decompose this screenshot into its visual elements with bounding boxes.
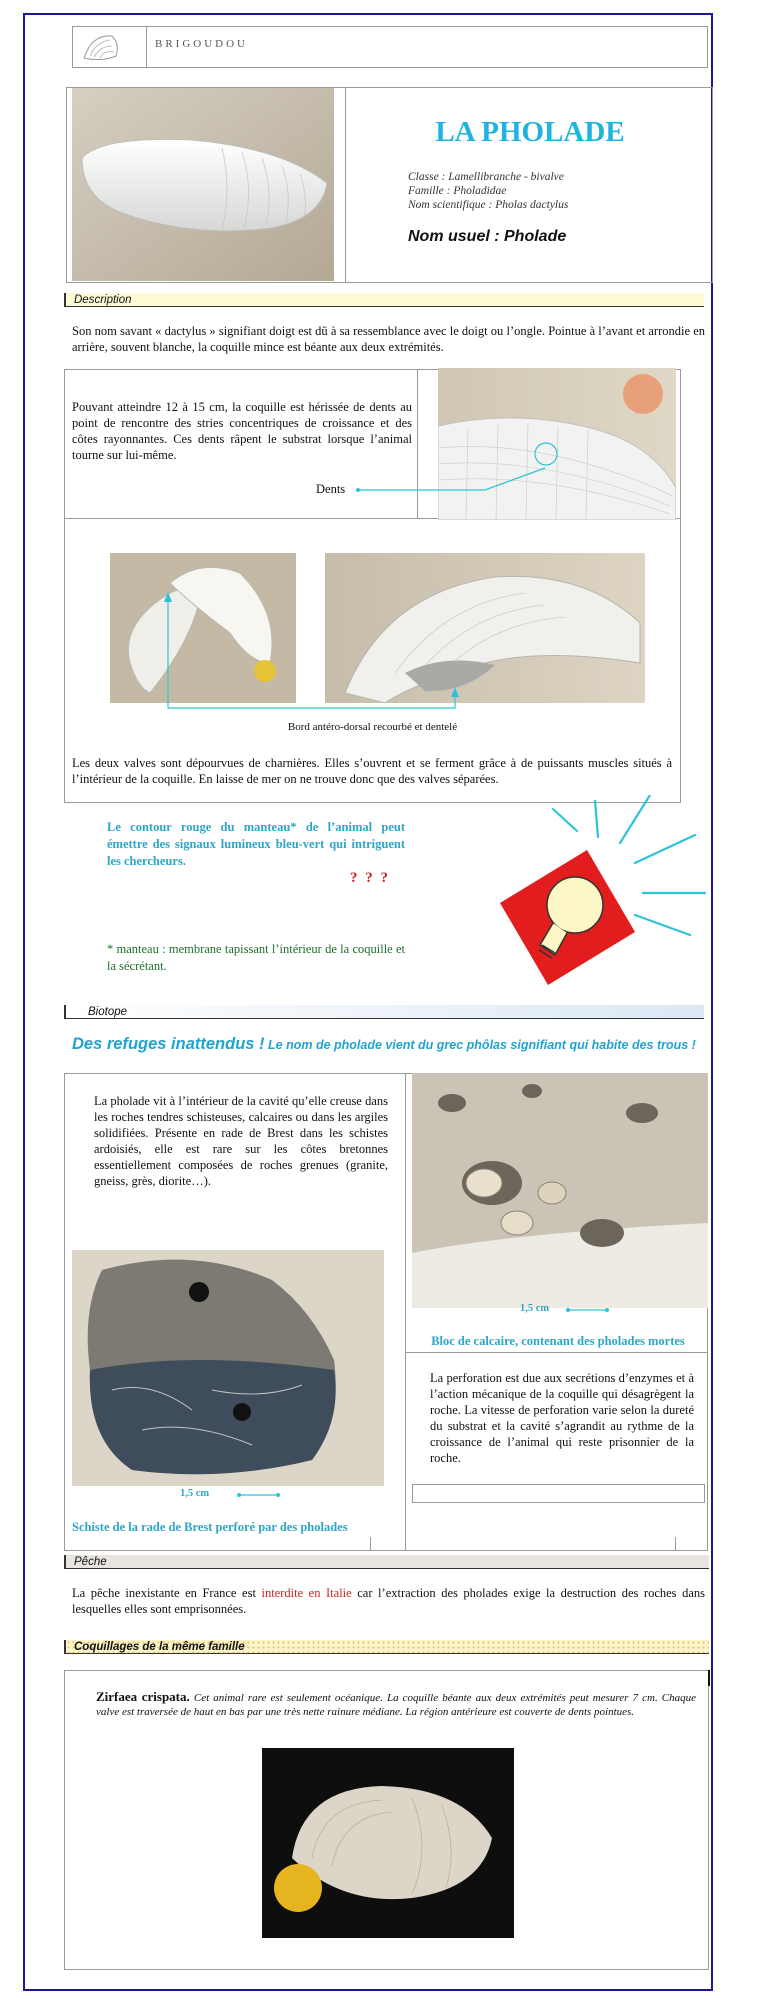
shell-logo-icon — [72, 26, 147, 68]
peche-paragraph — [72, 1585, 705, 1617]
family-box-marker — [708, 1670, 710, 1686]
footer-divider-2 — [675, 1537, 676, 1551]
species-name: Zirfaea crispata. — [96, 1689, 190, 1704]
peche-text-red: interdite en Italie — [261, 1586, 352, 1600]
section-heading-description: Description — [64, 293, 704, 307]
classe-text: Classe : Lamellibranche - bivalve — [408, 171, 564, 183]
dents-pointer — [350, 450, 550, 500]
biotope-vdivider — [405, 1073, 406, 1551]
peche-text-b: car l’extraction des pholades exige la destruction des roches dans lesquelles elles sont emprisonnées. — [72, 1586, 705, 1616]
site-name[interactable]: BRIGOUDOU — [155, 38, 248, 50]
schist-rock-photo — [72, 1250, 384, 1486]
scale-bar-right — [565, 1305, 610, 1315]
lightbulb-icon — [495, 795, 715, 987]
description-paragraph-3: Les deux valves sont dépourvues de charnières. Elles s’ouvrent et se ferment grâce à de puissants muscles situés à l’intérieur de la coquille. En laisse de mer on ne trouve donc que des valves séparées. — [72, 756, 672, 786]
shell-logo[interactable] — [72, 26, 147, 68]
pholade-shell-photo — [72, 88, 334, 281]
biotope-footer-row — [64, 1537, 708, 1551]
page-title: LA PHOLADE — [435, 116, 625, 148]
zirfaea-photo — [262, 1748, 514, 1938]
caption-limestone: Bloc de calcaire, contenant des pholades mortes — [431, 1334, 685, 1348]
bord-label: Bord antéro-dorsal recourbé et dentelé — [287, 721, 458, 733]
intro-divider — [345, 87, 346, 283]
nom-usuel: Nom usuel : Pholade — [408, 228, 567, 245]
bord-pointer — [160, 588, 470, 718]
classification — [408, 170, 568, 212]
biotope-paragraph-2: La perforation est due aux secrétions d’enzymes et à l’action mécanique de la coquille qui désagrègent la roche. La vitesse de perforation varie selon la dureté du substrat et la cavité s’agrandit au rythme de la croissance de l’animal qui reste prisonnier de la roche. — [430, 1371, 694, 1465]
limestone-block-photo — [412, 1073, 708, 1308]
dents-label: Dents — [316, 482, 346, 496]
biotope-paragraph-1: La pholade vit à l’intérieur de la cavité qu’elle creuse dans les roches tendres schisteuses, calcaires ou dans les argiles solidifiées. Présente en rade de Brest dans les schistes ardoisiés, elle est rare sur les côtes bretonnes essentiellement composées de roches grenues (granite, gneiss, grès, diorite…). — [94, 1094, 388, 1188]
section-heading-peche: Pêche — [64, 1555, 709, 1569]
scale-label-right: 1,5 cm — [520, 1303, 550, 1314]
manteau-note: * manteau : membrane tapissant l’intérieur de la coquille et la sécrétant. — [107, 942, 405, 973]
biotope-title-main: Des refuges inattendus ! — [72, 1035, 265, 1053]
description-paragraph-2: Pouvant atteindre 12 à 15 cm, la coquille est hérissée de dents au point de rencontre des stries concentriques de croissance et des côtes rayonnantes. Ces dents râpent le substrat lorsque l’animal tourne sur lui-même. — [72, 400, 412, 462]
biotope-heading-bar — [64, 1005, 704, 1019]
biotope-title-sub: Le nom de pholade vient du grec phôlas signifiant qui habite des trous ! — [264, 1038, 696, 1052]
scale-bar-left — [236, 1490, 281, 1500]
scale-label-left: 1,5 cm — [180, 1488, 210, 1499]
footer-divider-1 — [370, 1537, 371, 1551]
nom-scientifique-text: Nom scientifique : Pholas dactylus — [408, 199, 569, 211]
description-paragraph-1: Son nom savant « dactylus » signifiant doigt est dû à sa ressemblance avec le doigt ou l’ongle. Pointue à l’avant et arrondie en arrière, souvent blanche, la coquille mince est béante aux deux extrémités. — [72, 324, 705, 354]
fact-sentence: Le contour rouge du manteau* de l’animal peut émettre des signaux lumineux bleu-vert qui intriguent les chercheurs. — [107, 820, 405, 868]
section-heading-family: Coquillages de la même famille — [64, 1640, 709, 1654]
biotope-title — [72, 1035, 708, 1054]
species-description: Cet animal rare est seulement océanique. La coquille béante aux deux extrémités peut mesurer 7 cm. Chaque valve est traversée de haut en bas par une très nette rainure médiane. La région antérieure est couverte de dents pointues. — [96, 1692, 697, 1718]
biotope-hdivider-right — [406, 1352, 708, 1353]
family-description — [96, 1690, 696, 1719]
question-marks: ? ? ? — [350, 870, 390, 886]
famille-text: Famille : Pholadidae — [408, 185, 507, 197]
empty-cell — [412, 1484, 705, 1503]
caption-schist: Schiste de la rade de Brest perforé par des pholades — [72, 1520, 348, 1534]
section-heading-biotope: Biotope — [88, 1006, 128, 1018]
peche-text-a: La pêche inexistante en France est — [72, 1586, 262, 1600]
fact-text — [107, 819, 405, 870]
